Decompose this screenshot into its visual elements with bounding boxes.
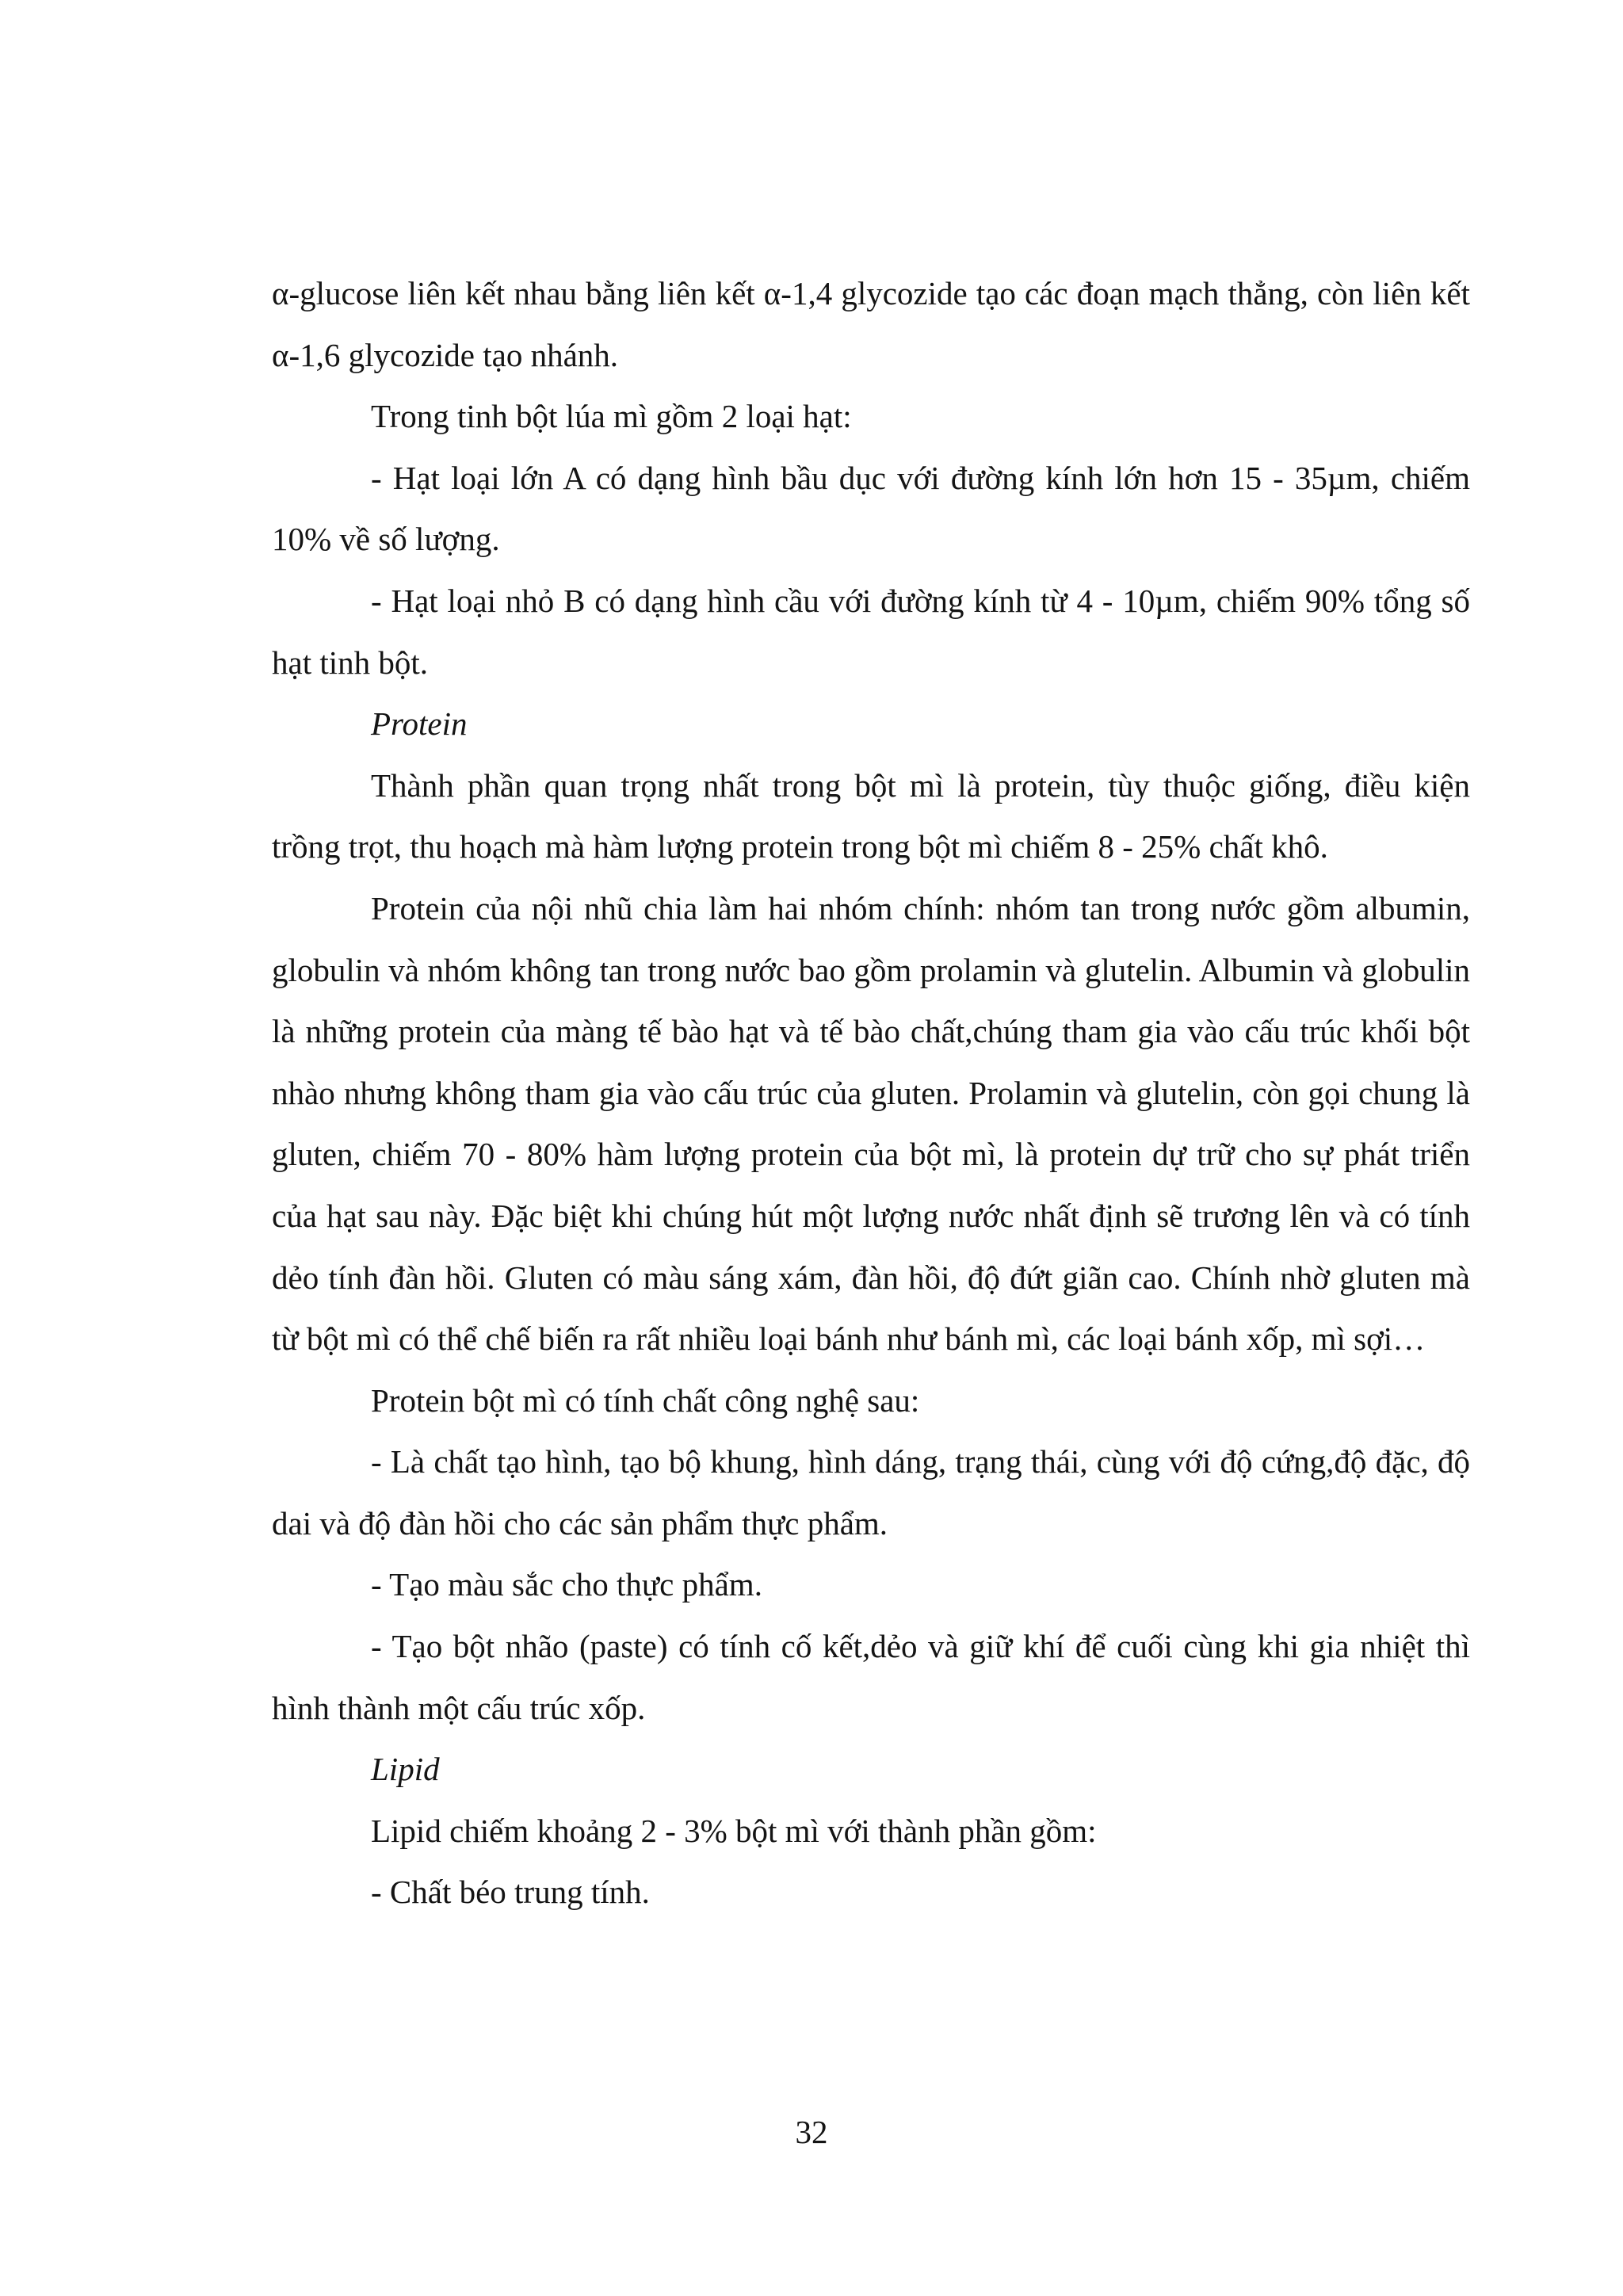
paragraph-property-structure: - Là chất tạo hình, tạo bộ khung, hình dáng, trạng thái, cùng với độ cứng,độ đặc, độ dai và độ đàn hồi cho các sản phẩm thực phẩm. xyxy=(272,1443,1470,1541)
paragraph-protein-properties-intro: Protein bột mì có tính chất công nghệ sau: xyxy=(371,1381,920,1419)
section-heading-lipid: Lipid xyxy=(371,1751,440,1788)
paragraph-neutral-fat: - Chất béo trung tính. xyxy=(371,1874,650,1911)
paragraph-granule-b: - Hạt loại nhỏ B có dạng hình cầu với đường kính từ 4 - 10µm, chiếm 90% tổng số hạt tinh bột. xyxy=(272,582,1470,681)
paragraph-granule-a: - Hạt loại lớn A có dạng hình bầu dục với đường kính lớn hơn 15 - 35µm, chiếm 10% về số lượng. xyxy=(272,459,1470,558)
paragraph-protein-groups: Protein của nội nhũ chia làm hai nhóm chính: nhóm tan trong nước gồm albumin, globulin và nhóm không tan trong nước bao gồm prolamin và glutelin. Albumin và globulin là những protein của màng tế bào hạt và tế bào chất,chúng tham gia vào cấu trúc khối bột nhào nhưng không tham gia vào cấu trúc của gluten. Prolamin và glutelin, còn gọi chung là gluten, chiếm 70 - 80% hàm lượng protein của bột mì, là protein dự trữ cho sự phát triển của hạt sau này. Đặc biệt khi chúng hút một lượng nước nhất định sẽ trương lên và có tính dẻo tính đàn hồi. Gluten có màu sáng xám, đàn hồi, độ đứt giãn cao. Chính nhờ gluten mà từ bột mì có thể chế biến ra rất nhiều loại bánh như bánh mì, các loại bánh xốp, mì sợi… xyxy=(272,889,1470,1358)
body-text xyxy=(272,263,1470,1924)
paragraph-glucose-linkage: α-glucose liên kết nhau bằng liên kết α-1,4 glycozide tạo các đoạn mạch thẳng, còn liên kết α-1,6 glycozide tạo nhánh. xyxy=(272,275,1470,373)
section-heading-protein: Protein xyxy=(371,705,468,743)
paragraph-lipid-content: Lipid chiếm khoảng 2 - 3% bột mì với thành phần gồm: xyxy=(371,1812,1097,1849)
paragraph-property-color: - Tạo màu sắc cho thực phẩm. xyxy=(371,1566,762,1603)
paragraph-starch-types-intro: Trong tinh bột lúa mì gồm 2 loại hạt: xyxy=(371,398,852,435)
paragraph-protein-content: Thành phần quan trọng nhất trong bột mì là protein, tùy thuộc giống, điều kiện trồng trọt, thu hoạch mà hàm lượng protein trong bột mì chiếm 8 - 25% chất khô. xyxy=(272,766,1470,865)
page-number: 32 xyxy=(795,2114,828,2150)
paragraph-property-paste: - Tạo bột nhão (paste) có tính cố kết,dẻo và giữ khí để cuối cùng khi gia nhiệt thì hình thành một cấu trúc xốp. xyxy=(272,1628,1470,1726)
